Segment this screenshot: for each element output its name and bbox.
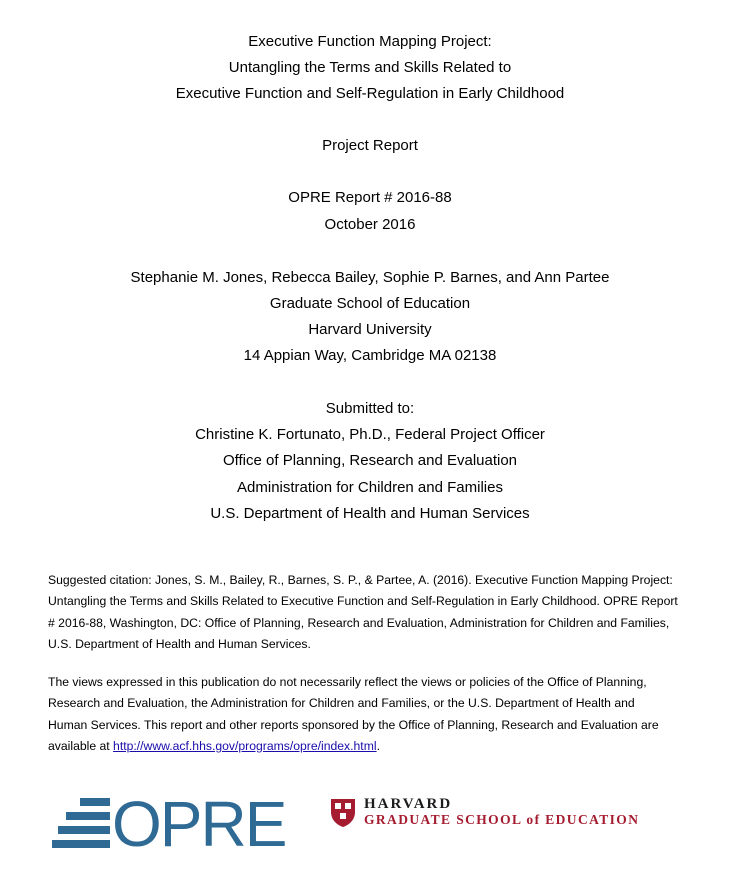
author-university: Harvard University (308, 321, 432, 338)
title-line-3: Executive Function and Self-Regulation in Early Childhood (175, 85, 565, 102)
author-school: Graduate School of Education (269, 295, 471, 312)
opre-link[interactable]: http://www.acf.hhs.gov/programs/opre/index.html (113, 738, 377, 753)
author-address: 14 Appian Way, Cambridge MA 02138 (243, 347, 497, 364)
citation-line-3: # 2016-88, Washington, DC: Office of Planning, Research and Evaluation, Administration for Children and Families, (48, 615, 670, 630)
title-line-2: Untangling the Terms and Skills Related to (228, 59, 512, 76)
disclaimer-line-3: Human Services. This report and other reports sponsored by the Office of Planning, Research and Evaluation are (48, 717, 659, 732)
citation-line-1: Suggested citation: Jones, S. M., Bailey, R., Barnes, S. P., & Partee, A. (2016). Executive Function Mapping Project: (48, 573, 673, 587)
report-date: October 2016 (324, 216, 416, 233)
disclaimer-line-2: Research and Evaluation, the Administration for Children and Families, or the U.S. Department of Health and (48, 696, 635, 711)
disclaimer (48, 672, 703, 757)
submitted-label: Submitted to: (325, 400, 415, 417)
title-line-1: Executive Function Mapping Project: (248, 33, 492, 50)
harvard-school-name: GRADUATE SCHOOL of EDUCATION (364, 812, 640, 827)
report-type: Project Report (322, 137, 418, 154)
harvard-shield-icon (330, 798, 356, 828)
opre-logo (52, 792, 292, 850)
opre-stripes-icon (52, 792, 292, 850)
disclaimer-line-4 (48, 736, 703, 757)
submitted-officer: Christine K. Fortunato, Ph.D., Federal Project Officer (195, 426, 545, 443)
suggested-citation (48, 570, 703, 655)
harvard-name: HARVARD (364, 796, 453, 812)
citation-line-2: Untangling the Terms and Skills Related to Executive Function and Self-Regulation in Early Childhood. OPRE Report (48, 594, 678, 609)
author-names: Stephanie M. Jones, Rebecca Bailey, Sophie P. Barnes, and Ann Partee (130, 269, 610, 286)
disclaimer-suffix: . (376, 738, 380, 753)
submitted-administration: Administration for Children and Families (237, 479, 503, 496)
citation-line-4: U.S. Department of Health and Human Services. (48, 636, 311, 651)
submitted-department: U.S. Department of Health and Human Services (210, 505, 530, 522)
disclaimer-line-1: The views expressed in this publication do not necessarily reflect the views or policies of the Office of Planning, (48, 675, 647, 689)
opre-wordmark: OPRE (112, 792, 286, 850)
harvard-gse-logo (330, 796, 670, 832)
report-number: OPRE Report # 2016-88 (288, 189, 452, 206)
submitted-office: Office of Planning, Research and Evaluation (222, 452, 518, 469)
disclaimer-prefix: available at (48, 738, 114, 753)
